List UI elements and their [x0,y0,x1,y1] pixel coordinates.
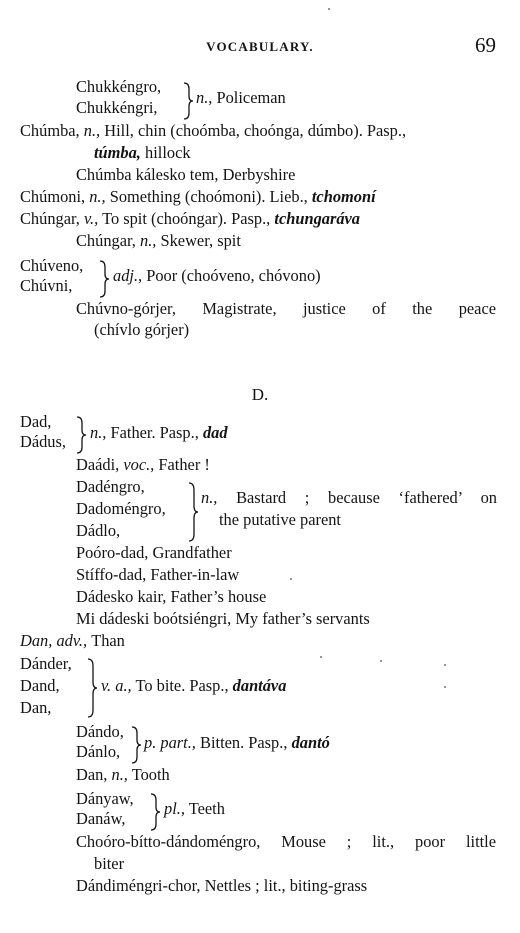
definition: Than [91,631,125,650]
running-header: VOCABULARY. [206,39,314,54]
definition: Tooth [131,765,170,784]
pasp-form: dantáva [232,676,287,695]
definition: Poor (choóveno, chóvono) [146,266,321,285]
entry-dando-word2: Dánlo, [76,742,121,761]
brace-dadengro [187,482,199,542]
lieb-form: tchomoní [311,187,376,206]
entry-chuveno-def-line [113,266,321,286]
definition: Bastard ; because ‘fathered’ on [236,488,497,507]
entry-chukkengro-word1: Chukkéngro, [76,77,162,96]
definition: Policeman [216,88,286,107]
entry-dadesko-kair: Dádesko kair, Father’s house [76,587,267,606]
definition: Father ! [158,455,210,474]
pos-label: p. part., [144,733,196,752]
pos-label: n., [83,121,101,140]
definition: Bitten. Pasp., [200,733,288,752]
entry-dad-def-line [90,423,228,443]
entry-chukkengro-word2: Chukkéngri, [76,98,158,117]
entry-stiffo-dad: Stíffo-dad, Father-in-law [76,565,240,584]
definition: Father. Pasp., [110,423,199,442]
scan-speck [290,578,292,580]
definition: Skewer, spit [160,231,241,250]
entry-daadi [76,455,210,475]
entry-chuvno-gorjer-cont: (chívlo górjer) [94,320,190,339]
brace-chuveno [98,260,110,298]
page-number: 69 [475,33,496,57]
definition: To bite. Pasp., [135,676,229,695]
pos-label: n., [201,488,218,507]
entry-chooro-bitto: Choóro-bítto-dándoméngro, Mouse ; lit., poor little [76,832,496,851]
entry-danyaw-def-line [164,799,225,819]
entry-chukkengro-def-line [196,88,286,108]
pos-label: v. a., [101,676,132,695]
scan-speck [320,656,322,658]
headword: Chúngar, [20,209,80,228]
entry-dadengro-word1: Dadéngro, [76,477,145,496]
scan-speck [380,660,382,662]
pos-label: adj., [113,266,143,285]
definition: hillock [145,143,191,162]
entry-mi-dadeski: Mi dádeski boótsiéngri, My father’s servants [76,609,370,628]
pasp-form: tchungaráva [274,209,361,228]
headword: Daádi, [76,455,120,474]
entry-chuvno-gorjer: Chúvno-górjer, Magistrate, justice of the peace [76,299,496,318]
pos-label: adv., [56,631,88,650]
entry-dander-def-line [101,676,286,696]
entry-dadengro-def-line2: the putative parent [219,510,341,529]
scan-speck [444,686,446,688]
entry-dadengro-def-line1 [201,488,497,508]
entry-dadengro-word3: Dádlo, [76,521,121,540]
brace-chukkengro [182,82,194,120]
entry-dander-word1: Dánder, [20,654,72,673]
entry-chumoni [20,187,376,207]
headword: Chúmba, [20,121,80,140]
headword: Chúngar, [76,231,136,250]
brace-dander [86,658,98,718]
entry-chumba-cont [94,143,191,163]
pos-label: voc., [123,455,155,474]
entry-dan-adv [20,631,125,651]
entry-chumba-subentry: Chúmba kálesko tem, Derbyshire [76,165,296,184]
entry-pooro-dad: Poóro-dad, Grandfather [76,543,232,562]
brace-danyaw [149,793,161,831]
entry-danyaw-word2: Danáw, [76,809,126,828]
brace-dando [130,726,142,764]
pos-label: n., [89,187,106,206]
entry-dando-word1: Dándo, [76,722,124,741]
entry-dandimengri-chor: Dándiméngri-chor, Nettles ; lit., biting-grass [76,876,368,895]
pos-label: n., [90,423,107,442]
entry-dad-word2: Dádus, [20,432,66,451]
entry-danyaw-word1: Dányaw, [76,789,134,808]
section-heading: D. [251,385,269,404]
scan-speck [444,664,446,666]
pos-label: pl., [164,799,185,818]
pasp-form: túmba, [94,143,141,162]
headword: Dan, [20,631,53,650]
pasp-form: dantó [291,733,330,752]
entry-dad-word1: Dad, [20,412,52,431]
scan-speck [328,8,330,10]
headword: Dan, [76,765,108,784]
entry-dander-word3: Dan, [20,698,52,717]
pos-label: v., [84,209,99,228]
pasp-form: dad [202,423,228,442]
entry-dando-def-line [144,733,330,753]
entry-chuveno-word1: Chúveno, [20,256,84,275]
entry-chumba [20,121,406,141]
entry-chungar-subentry [76,231,241,251]
definition: Something (choómoni). Lieb., [109,187,308,206]
pos-label: n., [140,231,157,250]
entry-dan-noun [76,765,170,785]
definition: To spit (choóngar). Pasp., [102,209,271,228]
pos-label: n., [196,88,213,107]
entry-chuveno-word2: Chúvni, [20,276,73,295]
pos-label: n., [111,765,128,784]
definition: Teeth [188,799,225,818]
definition: Hill, chin (choómba, choónga, dúmbo). Pasp., [104,121,407,140]
entry-chungar [20,209,360,229]
entry-dadengro-word2: Dadoméngro, [76,499,166,518]
headword: Chúmoni, [20,187,86,206]
entry-chooro-bitto-cont: biter [94,854,125,873]
entry-dander-word2: Dand, [20,676,60,695]
brace-dad [75,416,87,454]
